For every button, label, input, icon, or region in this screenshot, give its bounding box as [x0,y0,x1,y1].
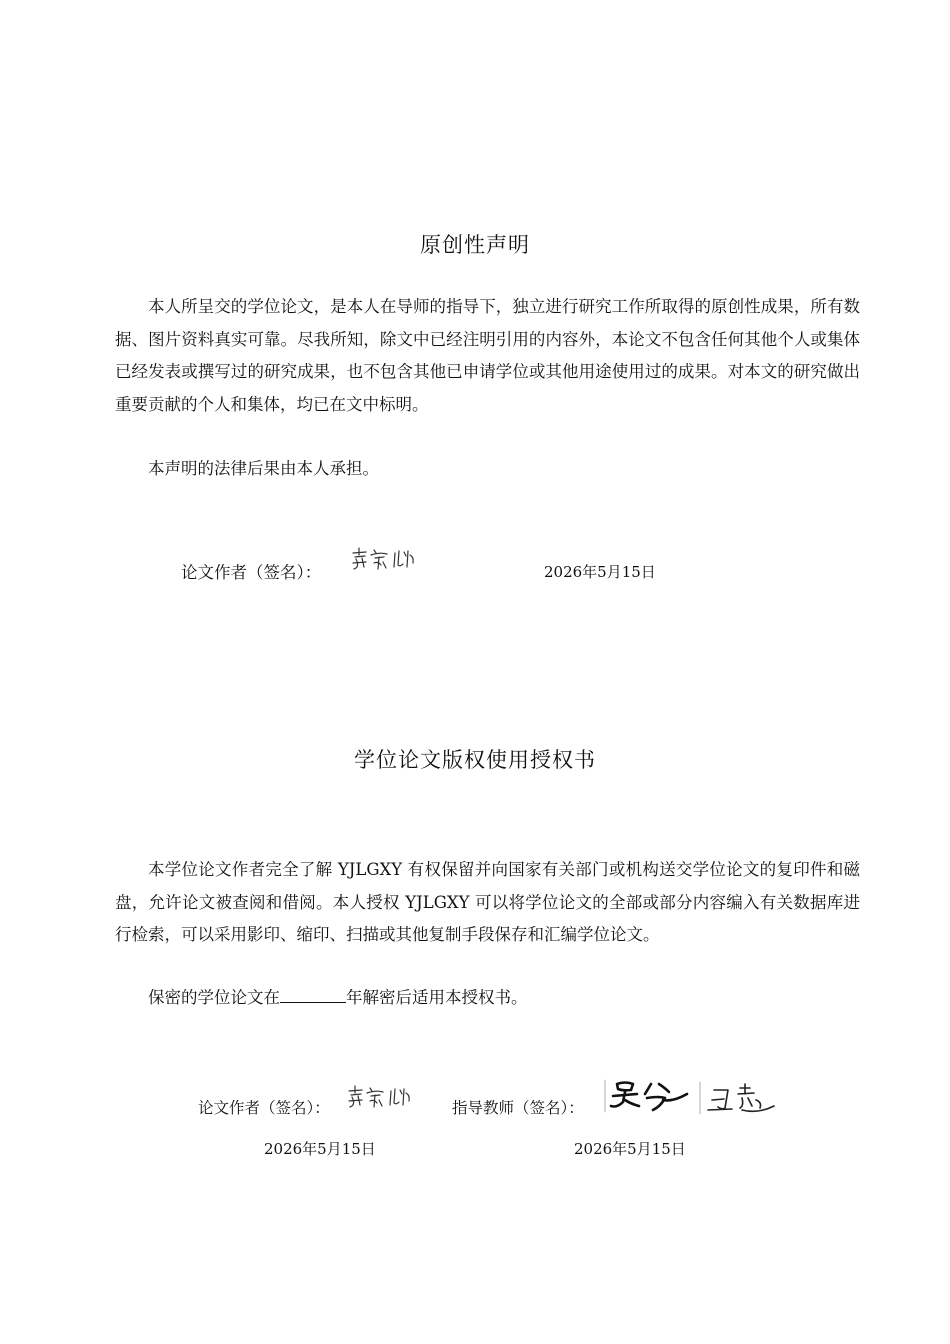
declaration-date: 2026年5月15日 [544,563,656,581]
authorization-paragraph-1: 本学位论文作者完全了解 YJLGXY 有权保留并向国家有关部门或机构送交学位论文的复印件和磁盘，允许论文被查阅和借阅。本人授权 YJLGXY 可以将学位论文的全部或部分内容编入有关数据库进行检索，可以采用影印、缩印、扫描或其他复制手段保存和汇编学位论文。 [115,860,860,944]
authorization-advisor-label: 指导教师（签名）： [452,1099,584,1117]
declaration-paragraph-1: 本人所呈交的学位论文，是本人在导师的指导下，独立进行研究工作所取得的原创性成果，所有数据、图片资料真实可靠。尽我所知，除文中已经注明引用的内容外，本论文不包含任何其他个人或集体已经发表或撰写过的研究成果，也不包含其他已申请学位或其他用途使用过的成果。对本文的研究做出重要贡献的个人和集体，均已在文中标明。 [115,297,860,414]
declaration-paragraph-2: 本声明的法律后果由本人承担。 [148,459,379,478]
secrecy-suffix: 年解密后适用本授权书。 [346,988,528,1007]
author-signature-image-1 [350,545,420,573]
declaration-author-label: 论文作者（签名）： [181,563,322,582]
secrecy-years-blank [280,988,346,1003]
declaration-title: 原创性声明 [420,233,530,257]
authorization-title: 学位论文版权使用授权书 [354,748,596,772]
authorization-advisor-date: 2026年5月15日 [574,1140,686,1158]
secrecy-line [148,984,528,1008]
authorization-author-date: 2026年5月15日 [264,1140,376,1158]
authorization-author-label: 论文作者（签名）： [198,1099,330,1117]
advisor-signature-image-2 [698,1080,780,1116]
advisor-signature-image-1 [603,1076,695,1116]
secrecy-prefix: 保密的学位论文在 [148,988,280,1007]
author-signature-image-2 [346,1083,416,1111]
